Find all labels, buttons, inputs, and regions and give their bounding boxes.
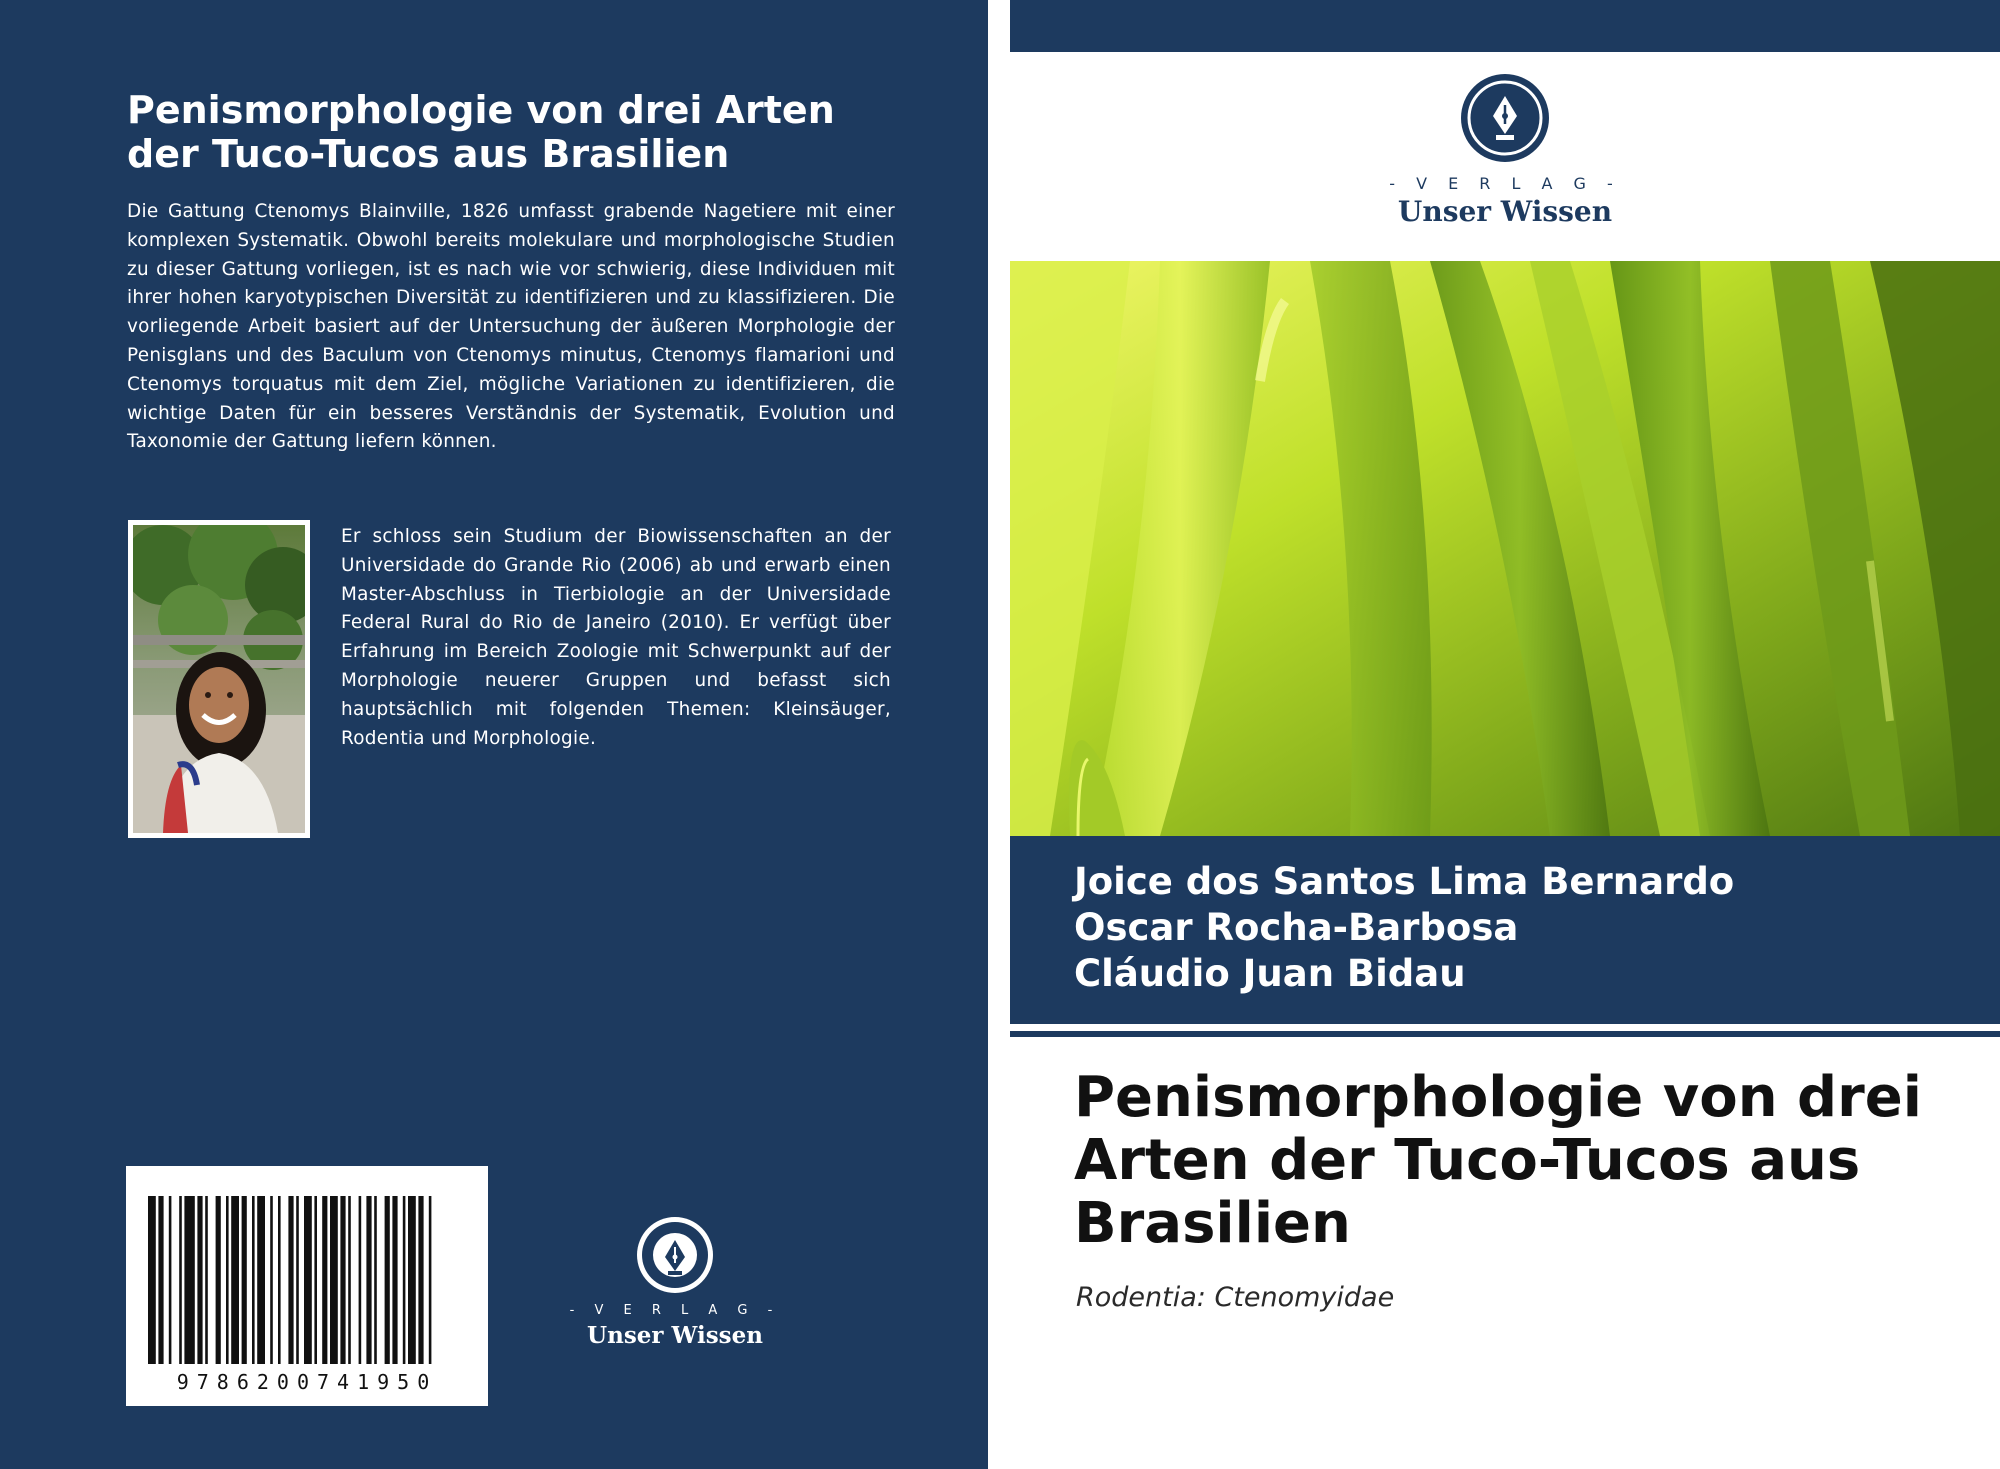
book-spine-gap xyxy=(988,0,1010,1469)
barcode-bar xyxy=(197,1196,202,1364)
front-logo-verlag-text: - V E R L A G - xyxy=(1389,174,1621,193)
author-portrait-image xyxy=(133,525,305,833)
front-cover-title: Penismorphologie von drei Arten der Tuco-Tucos aus Brasilien xyxy=(1074,1065,1922,1256)
front-publisher-logo xyxy=(1355,72,1655,228)
fountain-pen-nib-icon xyxy=(1459,72,1551,164)
barcode-bar xyxy=(179,1196,182,1364)
barcode-bar xyxy=(205,1196,208,1364)
authors-band xyxy=(1010,836,2000,1024)
barcode-bar xyxy=(158,1196,163,1364)
barcode-bar xyxy=(288,1196,293,1364)
barcode-bar xyxy=(216,1196,221,1364)
barcode-bar xyxy=(226,1196,229,1364)
barcode-bar xyxy=(340,1196,345,1364)
back-cover-blurb: Die Gattung Ctenomys Blainville, 1826 umfasst grabende Nagetiere mit einer komplexen Systematik. Obwohl bereits molekulare und morphologische Studien zu dieser Gattung vorliegen, ist es nach wie vor schwierig, diese Individuen mit ihrer hohen karyotypischen Diversität zu identifizieren und zu klassifizieren. Die vorliegende Arbeit basiert auf der Untersuchung der äußeren Morphologie der Penisglans und des Baculum von Ctenomys minutus, Ctenomys flamarioni und Ctenomys torquatus mit dem Ziel, mögliche Variationen zu identifizieren, die wichtige Daten für ein besseres Verständnis der Systematik, Evolution und Taxonomie der Gattung liefern können. xyxy=(127,201,895,453)
barcode-bar xyxy=(385,1196,390,1364)
divider-rule xyxy=(1010,1031,2000,1037)
front-logo-brand-text: Unser Wissen xyxy=(1397,195,1613,228)
barcode-bar xyxy=(322,1196,327,1364)
back-logo-brand-text: Unser Wissen xyxy=(587,1322,763,1349)
isbn-barcode xyxy=(126,1166,488,1406)
cover-grass-photo xyxy=(1010,261,2000,836)
barcode-bar xyxy=(242,1196,247,1364)
barcode-bar xyxy=(278,1196,281,1364)
barcode-bar xyxy=(304,1196,312,1364)
barcode-bar xyxy=(296,1196,299,1364)
barcode-bar xyxy=(366,1196,371,1364)
barcode-bar xyxy=(408,1196,416,1364)
barcode-bar xyxy=(403,1196,406,1364)
back-cover-title: Penismorphologie von drei Arten der Tuco-Tucos aus Brasilien xyxy=(127,88,835,176)
barcode-bar xyxy=(330,1196,338,1364)
barcode-bar xyxy=(314,1196,317,1364)
barcode-bar xyxy=(252,1196,255,1364)
barcode-bar xyxy=(231,1196,239,1364)
barcode-bar xyxy=(148,1196,156,1364)
back-publisher-logo xyxy=(560,1215,790,1349)
back-cover xyxy=(0,0,988,1469)
author-name-3: Cláudio Juan Bidau xyxy=(1074,952,1466,995)
front-top-bar xyxy=(1010,0,2000,52)
front-cover-subtitle: Rodentia: Ctenomyidae xyxy=(1076,1282,1395,1313)
barcode-bar xyxy=(257,1196,265,1364)
barcode-bar xyxy=(374,1196,377,1364)
barcode-bar xyxy=(184,1196,194,1364)
author-photo xyxy=(128,520,310,838)
barcode-bar xyxy=(418,1196,423,1364)
grass-blades-image xyxy=(1010,261,2000,836)
author-name-1: Joice dos Santos Lima Bernardo xyxy=(1074,860,1735,903)
barcode-bar xyxy=(169,1196,172,1364)
author-name-2: Oscar Rocha-Barbosa xyxy=(1074,906,1519,949)
author-biography: Er schloss sein Studium der Biowissenschaften an der Universidade do Grande Rio (2006) ab und erwarb einen Master-Abschluss in Tierbiologie an der Universidade Federal Rural do Rio de Janeiro (2010). Er verfügt über Erfahrung im Bereich Zoologie mit Schwerpunkt auf der Morphologie neuerer Gruppen und befasst sich hauptsächlich mit folgenden Themen: Kleinsäuger, Rodentia und Morphologie. xyxy=(341,526,891,749)
barcode-bar xyxy=(392,1196,397,1364)
barcode-bar xyxy=(348,1196,351,1364)
back-logo-verlag-text: - V E R L A G - xyxy=(569,1303,781,1318)
fountain-pen-nib-icon xyxy=(635,1215,715,1295)
front-cover xyxy=(1010,0,2000,1469)
barcode-bar xyxy=(429,1196,432,1364)
isbn-number: 9786200741950 xyxy=(176,1370,438,1394)
barcode-bar xyxy=(359,1196,362,1364)
barcode-bar xyxy=(270,1196,273,1364)
